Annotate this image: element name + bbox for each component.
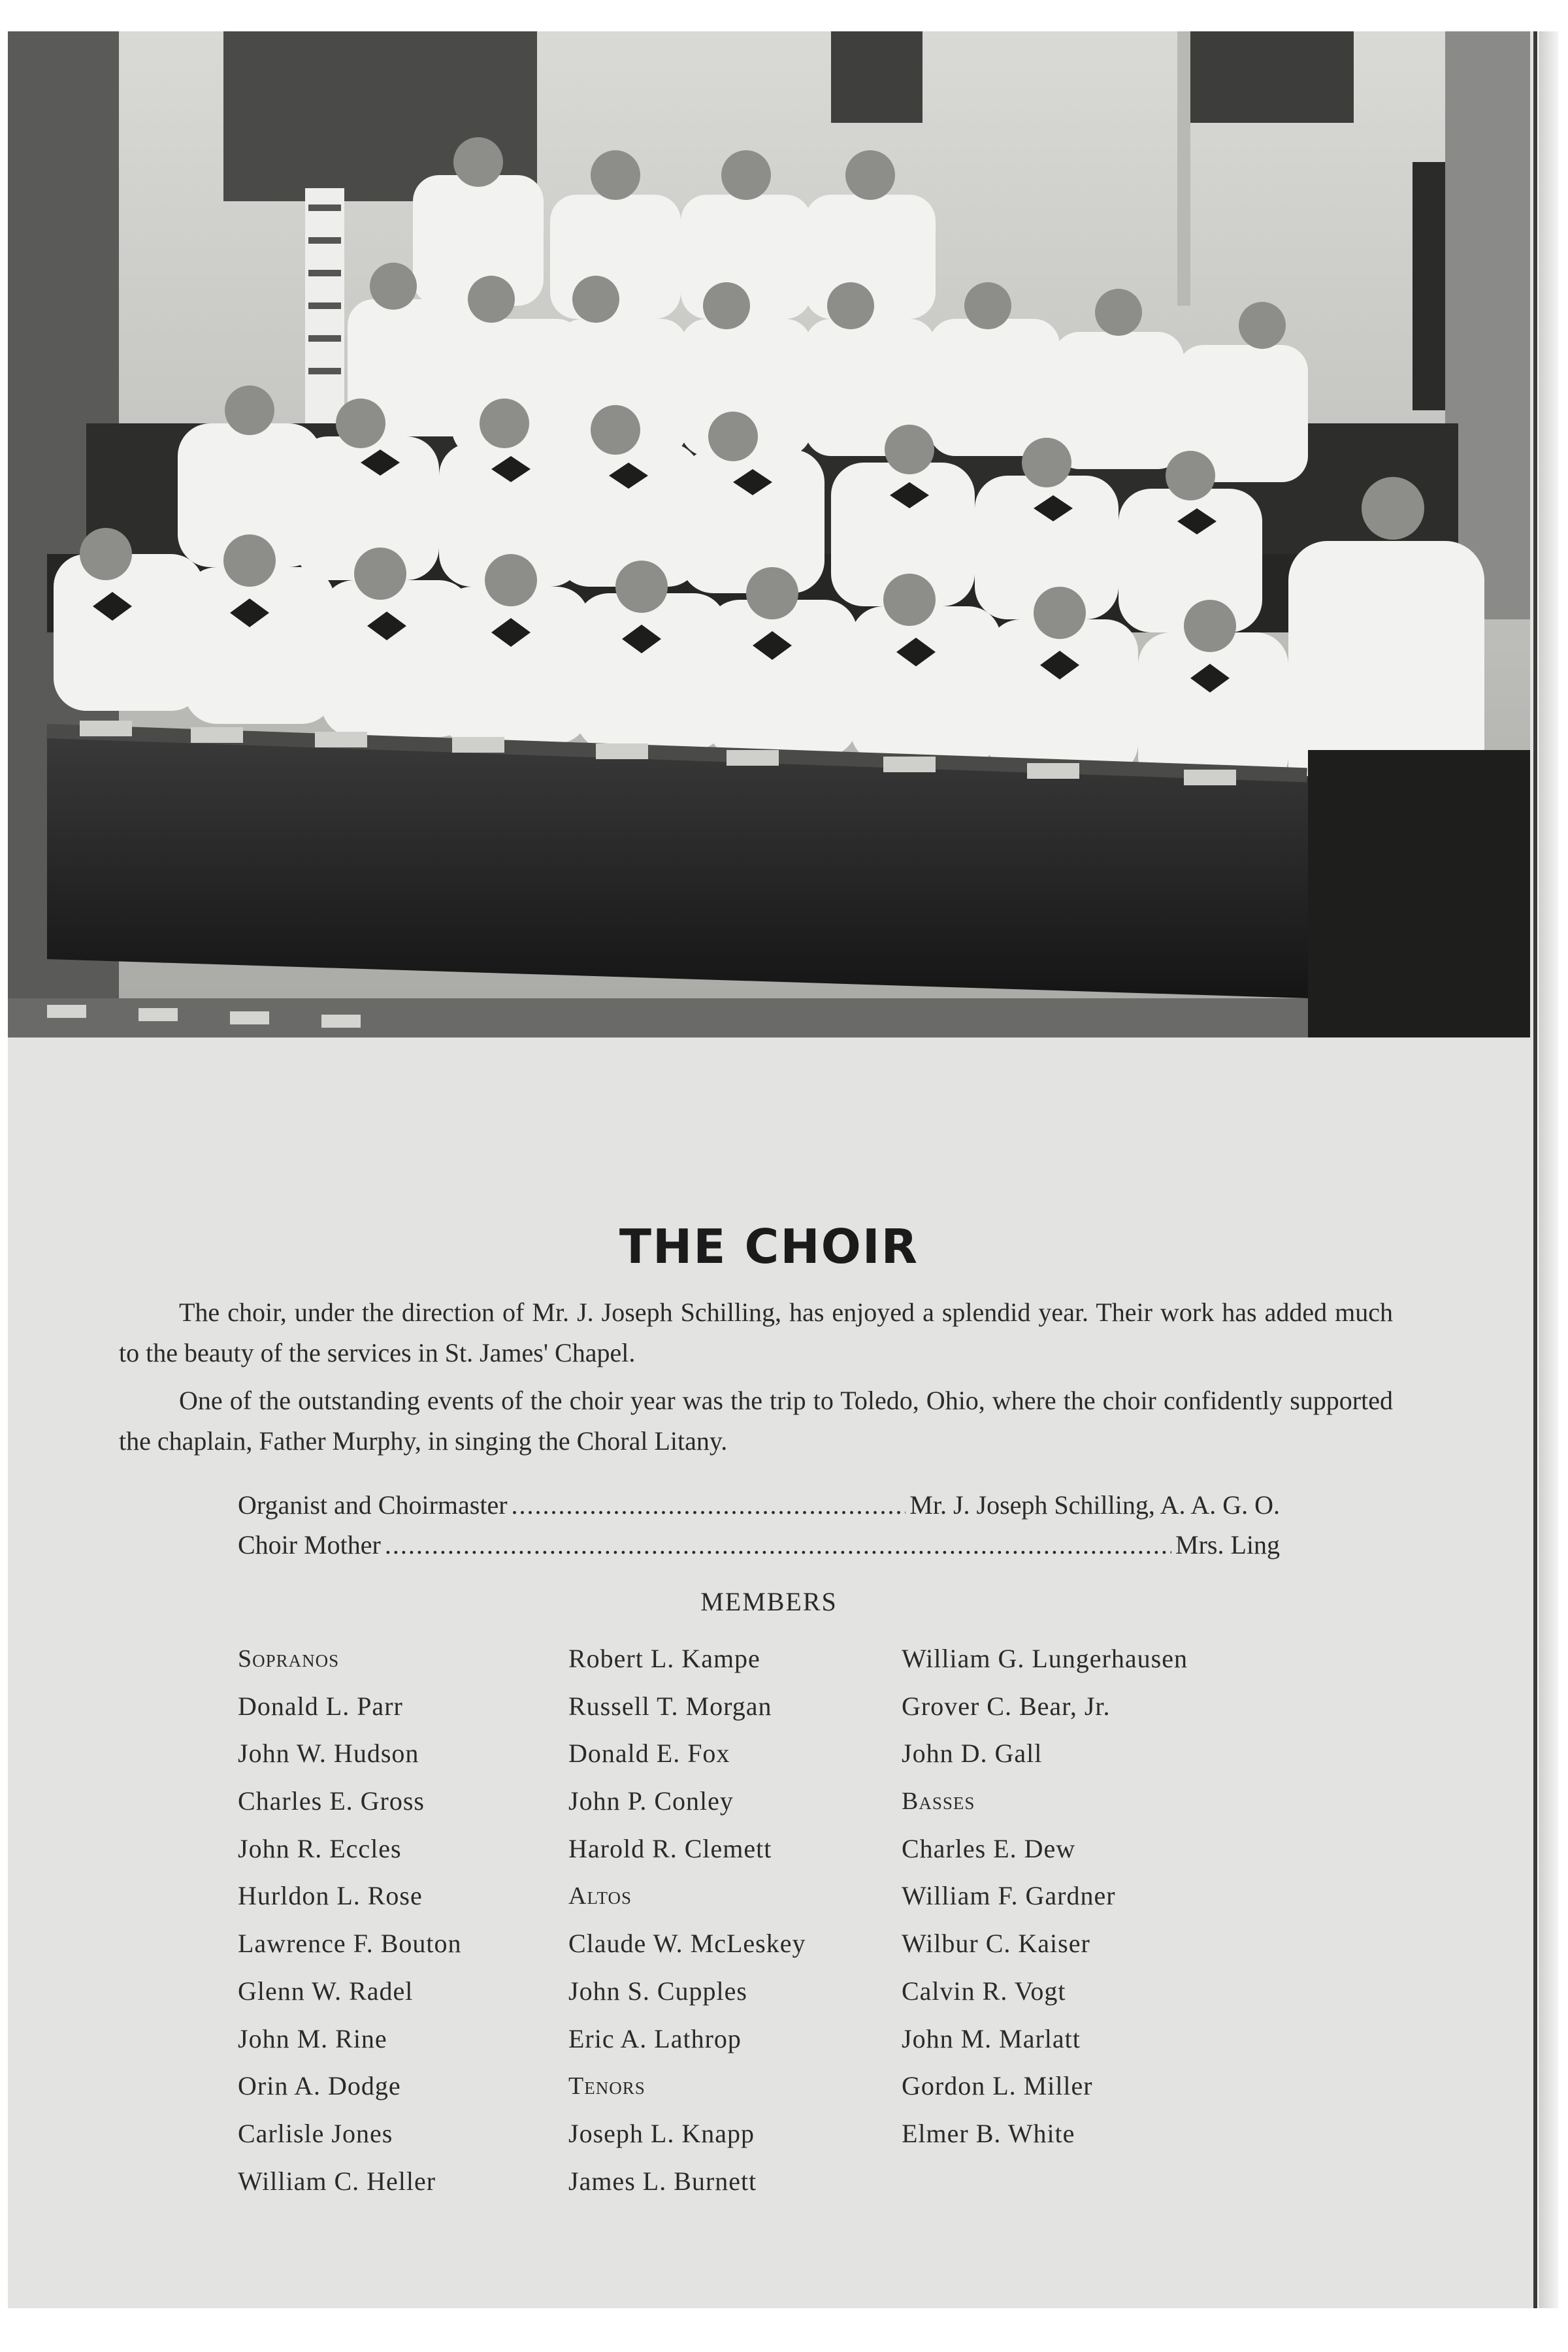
members-column-1: [238, 1635, 462, 2205]
officer-choir-mother: [238, 1529, 1280, 1560]
page-edge: [1539, 31, 1558, 2308]
page-title: THE CHOIR: [619, 1219, 919, 1274]
member-name: William C. Heller: [238, 2166, 436, 2196]
yearbook-page: [8, 31, 1537, 2308]
choir-photograph: [8, 31, 1530, 1037]
member-name: Calvin R. Vogt: [902, 1976, 1066, 2006]
intro-paragraph: The choir, under the direction of Mr. J. Joseph Schilling, has enjoyed a splendid year. Their work has added much to the beauty of the services in St. James' Chapel.: [119, 1298, 1393, 1367]
choir-photo-illustration: [8, 31, 1530, 1037]
members-column-3: [902, 1635, 1188, 2158]
section-heading-tenors: Tenors: [568, 2072, 645, 2100]
member-name: Glenn W. Radel: [238, 1976, 414, 2006]
member-name: James L. Burnett: [568, 2166, 757, 2196]
dot-leader: [512, 1490, 906, 1520]
officer-name: Mrs. Ling: [1175, 1530, 1280, 1560]
dot-leader: [385, 1529, 1171, 1560]
member-name: Joseph L. Knapp: [568, 2118, 755, 2148]
member-name: John S. Cupples: [568, 1976, 747, 2006]
member-name: Wilbur C. Kaiser: [902, 1929, 1090, 1959]
member-name: Hurldon L. Rose: [238, 1881, 423, 1911]
member-name: Orin A. Dodge: [238, 2071, 401, 2101]
member-name: Charles E. Gross: [238, 1786, 425, 1816]
member-name: Eric A. Lathrop: [568, 2023, 742, 2053]
member-name: William F. Gardner: [902, 1881, 1116, 1911]
members-heading: MEMBERS: [700, 1587, 838, 1616]
member-name: John M. Rine: [238, 2023, 387, 2053]
event-paragraph: One of the outstanding events of the choir year was the trip to Toledo, Ohio, where the choir confidently supported the chaplain, Father Murphy, in singing the Choral Litany.: [119, 1386, 1393, 1456]
member-name: John W. Hudson: [238, 1739, 419, 1769]
member-name: Lawrence F. Bouton: [238, 1929, 462, 1959]
officer-name: Mr. J. Joseph Schilling, A. A. G. O.: [909, 1490, 1280, 1520]
member-name: Robert L. Kampe: [568, 1644, 760, 1673]
member-name: Gordon L. Miller: [902, 2071, 1093, 2101]
member-name: John R. Eccles: [238, 1833, 402, 1863]
member-name: Donald E. Fox: [568, 1739, 730, 1769]
member-name: Carlisle Jones: [238, 2118, 393, 2148]
member-name: Harold R. Clemett: [568, 1833, 772, 1863]
caption-section: [8, 1037, 1530, 2308]
member-name: Claude W. McLeskey: [568, 1929, 806, 1959]
member-name: Donald L. Parr: [238, 1691, 403, 1721]
member-name: Charles E. Dew: [902, 1833, 1076, 1863]
member-name: John M. Marlatt: [902, 2023, 1081, 2053]
officer-role: Organist and Choirmaster: [238, 1490, 508, 1520]
member-name: Elmer B. White: [902, 2118, 1075, 2148]
section-heading-basses: Basses: [902, 1788, 975, 1816]
officer-role: Choir Mother: [238, 1530, 381, 1560]
member-name: Grover C. Bear, Jr.: [902, 1691, 1111, 1721]
member-name: William G. Lungerhausen: [902, 1644, 1188, 1673]
officer-organist: [238, 1490, 1280, 1520]
member-name: Russell T. Morgan: [568, 1691, 772, 1721]
section-heading-sopranos: Sopranos: [238, 1645, 340, 1673]
member-name: John P. Conley: [568, 1786, 734, 1816]
section-heading-altos: Altos: [568, 1882, 632, 1910]
members-column-2: [568, 1635, 806, 2205]
member-name: John D. Gall: [902, 1739, 1043, 1769]
